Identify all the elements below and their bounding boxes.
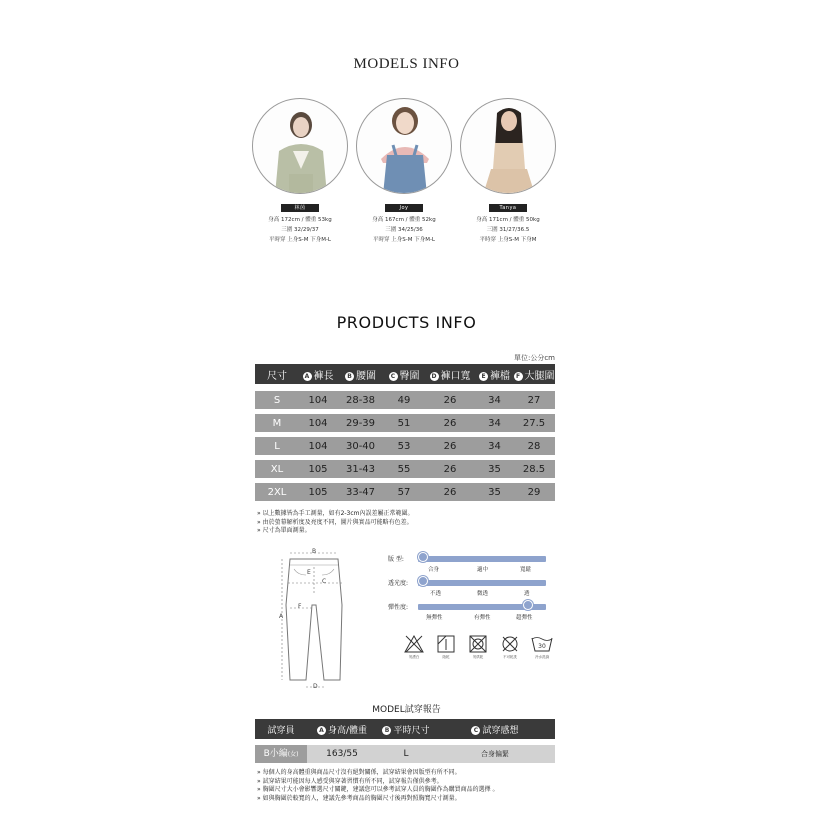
report-header-feedback: C 試穿感想 (435, 723, 555, 736)
transparency-scale-indicator (418, 576, 428, 586)
model-measurements: 三圍 31/27/36.5 (486, 227, 530, 233)
model-stats: 身高 171cm / 體重 50kg (476, 217, 540, 223)
length-cell: 105 (308, 486, 328, 498)
care-item (526, 635, 558, 660)
care-label: 勿烘乾 (472, 655, 484, 659)
no-bleach-icon (404, 635, 424, 653)
model-measurements: 三圍 32/29/37 (281, 227, 319, 233)
diagram-label-d: D (313, 683, 318, 690)
size-cell: S (273, 394, 281, 406)
model-photo (356, 98, 452, 194)
model-usual-size: 平時穿 上身S-M 下身M-L (372, 237, 435, 243)
diagram-label-c: C (322, 578, 327, 585)
header-rise: E 褲檔 (476, 367, 513, 382)
diagram-label-a: A (279, 613, 284, 620)
care-label: 陰乾 (442, 655, 450, 659)
waist-cell: 28-38 (345, 394, 376, 406)
report-height-weight: 163/55 (326, 749, 358, 759)
header-thigh: F 大腿圍 (513, 367, 555, 382)
report-title: MODEL試穿報告 (372, 705, 441, 715)
pants-diagram (276, 545, 356, 697)
report-table-header (255, 719, 555, 739)
table-row (255, 483, 555, 501)
model-name: 林茵 (281, 204, 319, 212)
model-name: Tanya (489, 204, 527, 212)
care-item (398, 635, 430, 660)
rise-cell: 35 (488, 463, 501, 475)
elasticity-scale-indicator (523, 600, 533, 610)
care-instructions (398, 635, 558, 660)
hip-cell: 53 (397, 440, 411, 452)
header-waist: B 腰圍 (337, 367, 384, 382)
report-header-tester: 試穿員 (267, 725, 295, 736)
note-line: » 由於螢幕解析度及亮度不同，圖片與實品可能略有色差。 (257, 518, 413, 526)
elasticity-option: 超彈性 (516, 615, 533, 621)
size-cell: XL (270, 463, 284, 475)
transparency-option: 微透 (477, 591, 489, 597)
thigh-cell: 27 (527, 394, 541, 406)
pants-outline-icon (276, 545, 356, 697)
waist-cell: 33-47 (345, 486, 376, 498)
length-cell: 105 (308, 463, 328, 475)
wash-temp-label: 30 (538, 643, 546, 650)
note-line: » 胸圍尺寸大小會影響選尺寸關鍵，建議您可以參考試穿人員的胸圍作為購買商品的選擇 。 (257, 786, 499, 793)
hip-cell: 49 (397, 394, 411, 406)
model-card (352, 98, 456, 245)
waist-cell: 31-43 (345, 463, 376, 475)
size-cell: L (274, 440, 280, 452)
transparency-scale (388, 576, 558, 600)
model-usual-size: 平時穿 上身S-M 下身M (479, 237, 537, 243)
care-label: 不可乾洗 (503, 655, 517, 659)
no-tumble-dry-icon (469, 635, 487, 653)
waist-cell: 29-39 (345, 417, 376, 429)
fit-option: 寬鬆 (520, 567, 532, 573)
model-usual-size: 平時穿 上身S-M 下身M-L (268, 237, 331, 243)
note-line: » 每個人的身高體重與商品尺寸沒有絕對關係，試穿結果會因版型有所不同。 (257, 769, 461, 776)
fit-scale (388, 552, 558, 576)
report-row (255, 745, 555, 763)
report-tester: B小編(女) (255, 745, 307, 763)
diagram-label-b: B (312, 548, 317, 555)
unit-label: 單位:公分cm (513, 354, 555, 362)
waist-cell: 30-40 (345, 440, 376, 452)
transparency-scale-label: 透光度: (388, 580, 409, 587)
report-header-height-weight: A 身高/體重 (307, 723, 377, 736)
note-line: » 尺寸為單面測量。 (257, 527, 311, 534)
hip-cell: 55 (397, 463, 411, 475)
header-size: 尺寸 (267, 370, 287, 382)
no-dry-clean-icon (501, 635, 519, 653)
rise-cell: 34 (488, 394, 501, 406)
elasticity-option: 有彈性 (474, 615, 491, 621)
transparency-option: 不透 (430, 591, 442, 597)
report-feedback: 合身偏緊 (481, 750, 509, 758)
note-line: » 試穿結果可能因每人感受與穿著習慣有所不同，試穿報告僅供參考。 (257, 777, 443, 785)
model-card (456, 98, 560, 245)
care-label: 勿漂白 (408, 655, 420, 659)
transparency-option: 透 (524, 591, 530, 597)
thigh-cell: 27.5 (522, 417, 546, 429)
model-photo (252, 98, 348, 194)
rise-cell: 35 (488, 486, 501, 498)
report-notes (257, 769, 567, 803)
size-cell: M (272, 417, 282, 429)
models-info-title: MODELS INFO (353, 56, 460, 72)
table-row (255, 460, 555, 478)
thigh-cell: 28.5 (522, 463, 546, 475)
header-leg-opening: D 褲口寬 (431, 370, 471, 382)
leg-opening-cell: 26 (443, 440, 457, 452)
elasticity-scale (388, 600, 558, 624)
elasticity-option: 無彈性 (426, 615, 443, 621)
model-photo (460, 98, 556, 194)
model-stats: 身高 167cm / 體重 52kg (372, 217, 436, 223)
care-item (430, 635, 462, 660)
fit-scale-label: 版 型: (388, 556, 404, 563)
transparency-scale-bar (418, 580, 546, 586)
size-cell: 2XL (267, 486, 287, 498)
wash-30-icon (531, 635, 553, 653)
note-line: » 以上數據皆為手工測量，如有2-3cm內誤差屬正常範圍。 (257, 510, 414, 517)
rise-cell: 34 (488, 417, 501, 429)
diagram-label-e: E (307, 569, 311, 576)
size-table-header (255, 364, 555, 384)
leg-opening-cell: 26 (443, 463, 457, 475)
header-hip: C 臀圍 (384, 367, 424, 382)
thigh-cell: 28 (527, 440, 541, 452)
hang-dry-icon (437, 635, 455, 653)
report-header-usual-size: B 平時尺寸 (377, 723, 435, 736)
table-row (255, 391, 555, 409)
length-cell: 104 (308, 394, 328, 406)
care-item (462, 635, 494, 660)
model-stats: 身高 172cm / 體重 53kg (268, 217, 332, 223)
leg-opening-cell: 26 (443, 394, 457, 406)
care-item (494, 635, 526, 660)
fabric-scales (388, 552, 558, 624)
model-card (248, 98, 352, 245)
hip-cell: 51 (397, 417, 411, 429)
model-name: Joy (385, 204, 423, 212)
products-info-title: PRODUCTS INFO (336, 313, 477, 332)
length-cell: 104 (308, 417, 328, 429)
thigh-cell: 29 (527, 486, 541, 498)
table-row (255, 414, 555, 432)
fit-option: 適中 (477, 567, 489, 573)
fit-scale-bar (418, 556, 546, 562)
leg-opening-cell: 26 (443, 486, 457, 498)
rise-cell: 34 (488, 440, 501, 452)
elasticity-scale-label: 彈性度: (388, 604, 409, 611)
model-measurements: 三圍 34/25/36 (385, 227, 423, 233)
size-table (255, 364, 555, 506)
note-line: » 如與胸圍於較寬的人，建議先參考商品的胸圍尺寸後再對照胸寬尺寸測量。 (257, 794, 461, 802)
length-cell: 104 (308, 440, 328, 452)
care-label: 冷水洗滌 (535, 655, 549, 659)
report-usual-size: L (403, 749, 409, 759)
fit-option: 合身 (428, 567, 440, 573)
hip-cell: 57 (397, 486, 411, 498)
table-row (255, 437, 555, 455)
header-length: A 褲長 (299, 367, 337, 382)
diagram-label-f: F (298, 603, 302, 610)
fit-scale-indicator (418, 552, 428, 562)
leg-opening-cell: 26 (443, 417, 457, 429)
measurement-notes (257, 510, 567, 536)
